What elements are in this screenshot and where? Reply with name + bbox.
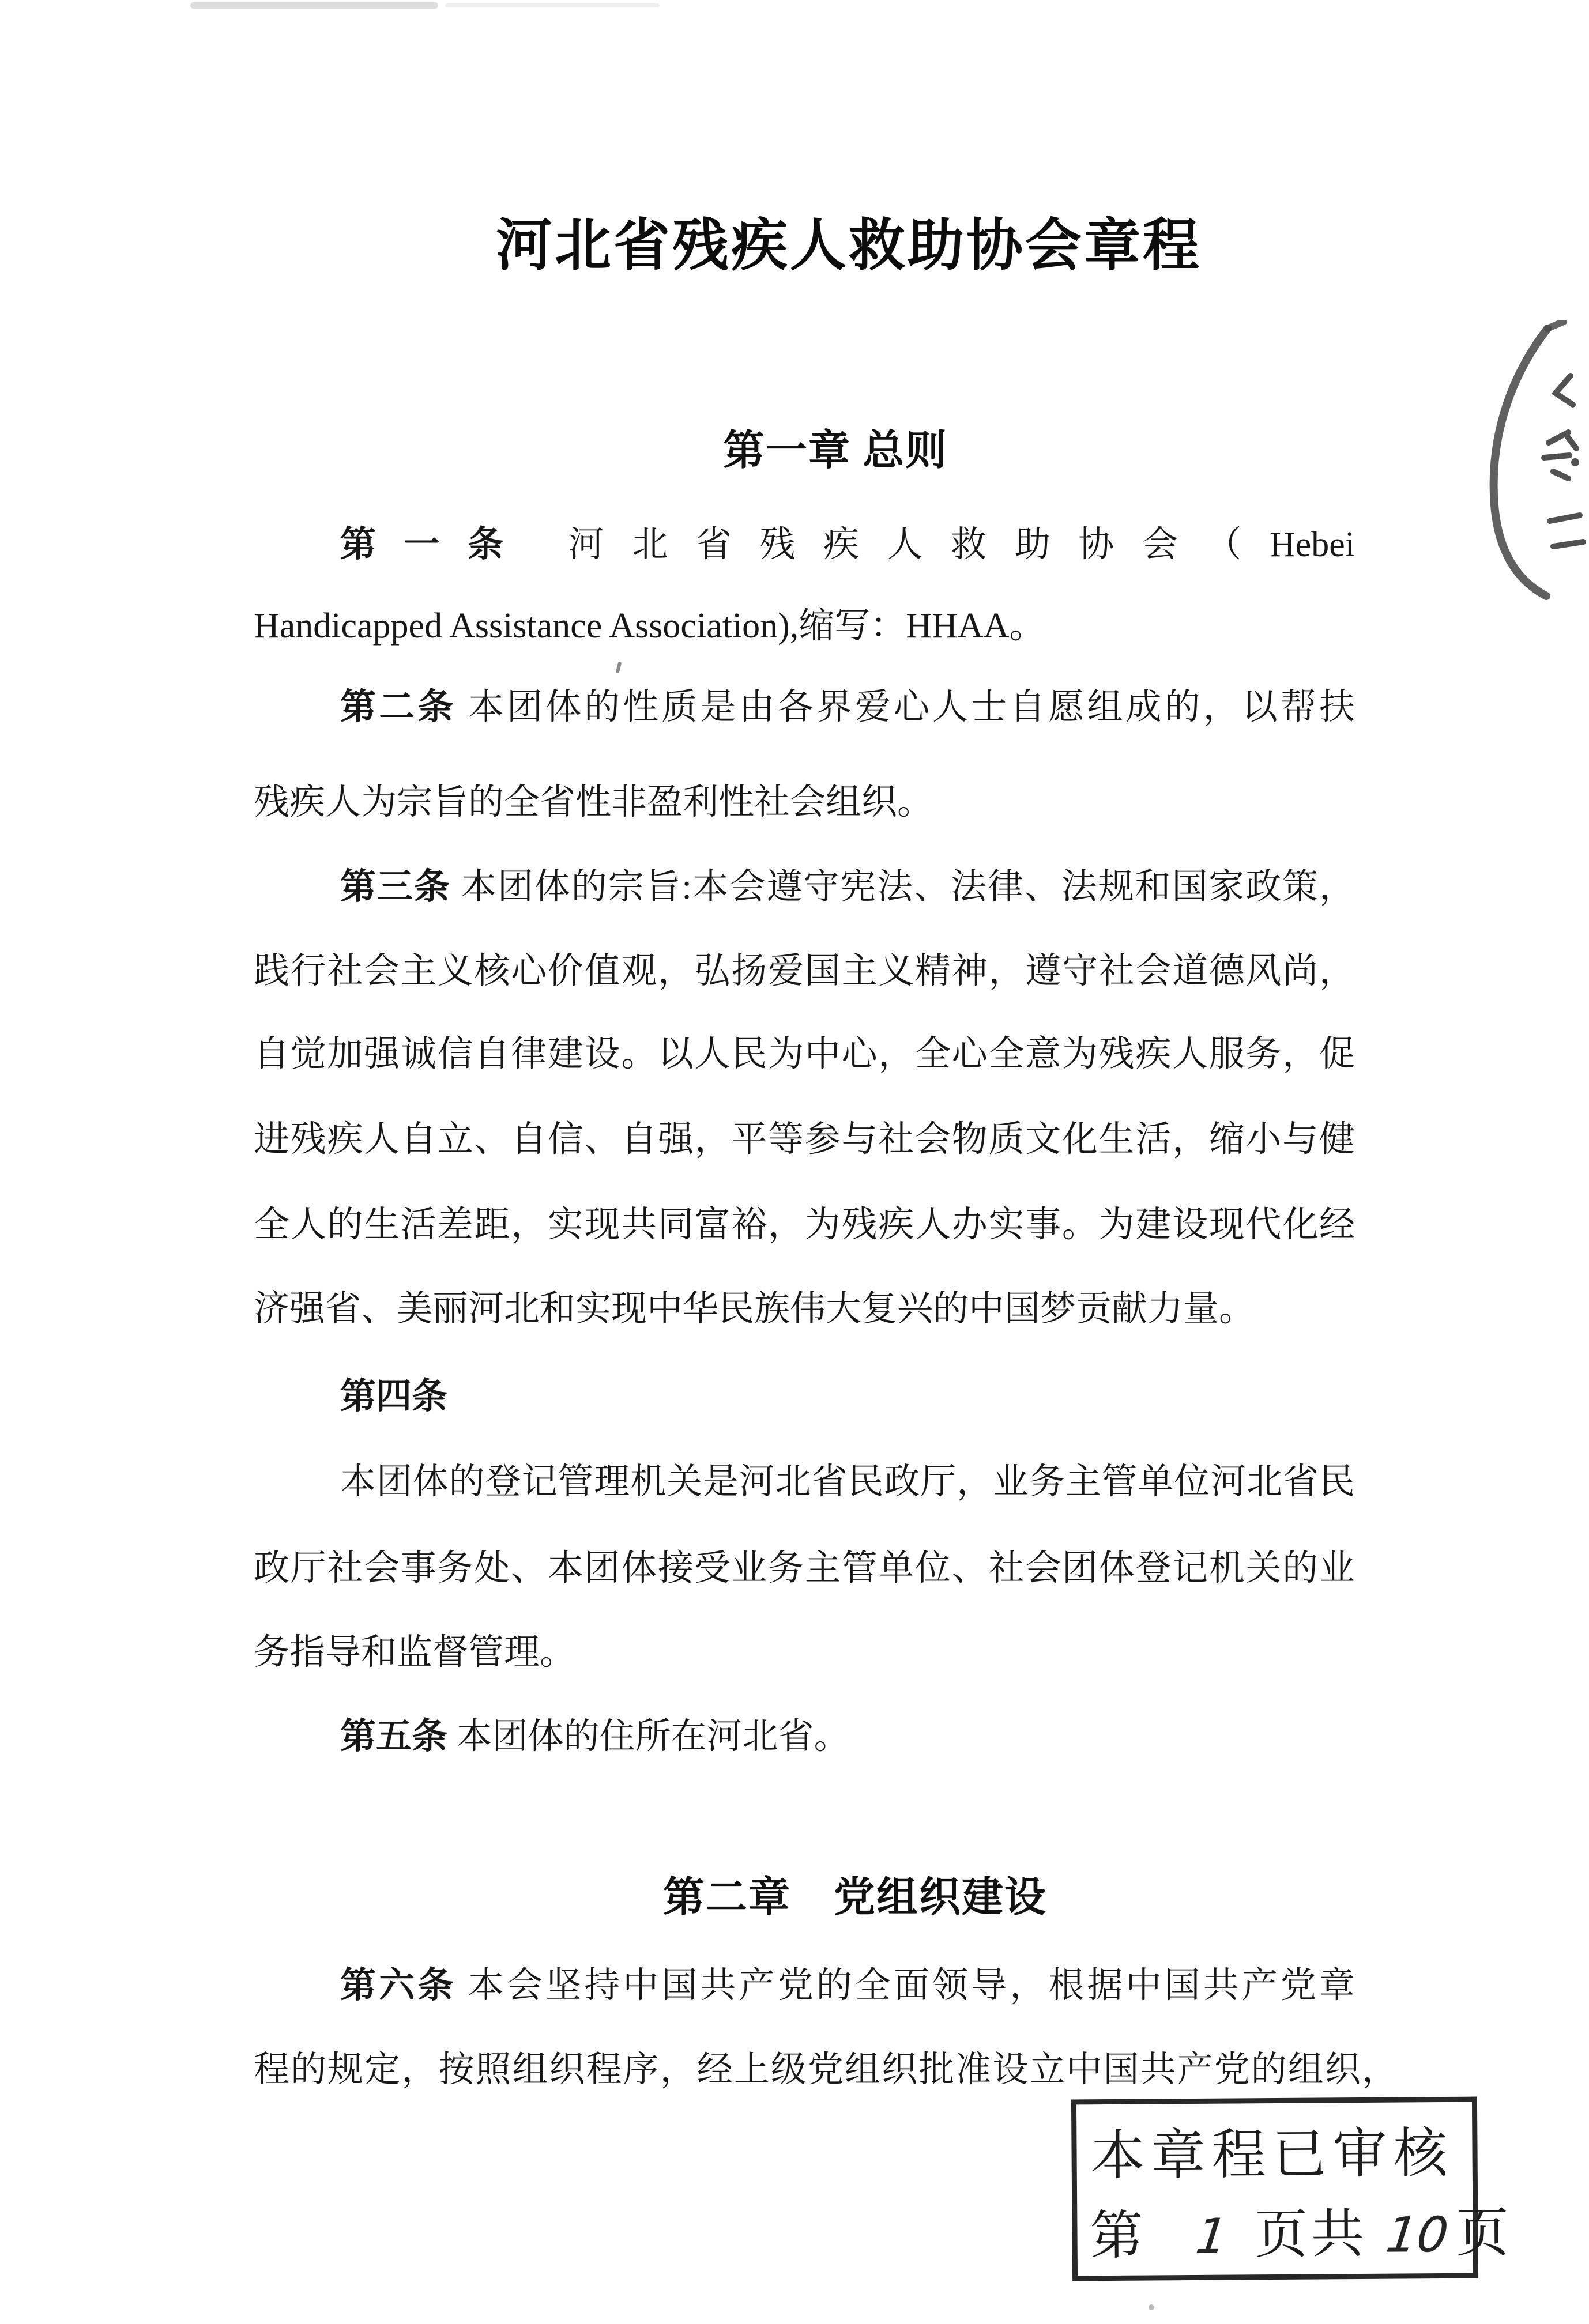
- charter-line: [254, 605, 1355, 647]
- stamp-page-suffix: 页: [1455, 2204, 1509, 2263]
- scan-speck: [616, 662, 622, 674]
- stamp-page-line: [1090, 2204, 1509, 2268]
- charter-line: [254, 1631, 1355, 1674]
- review-stamp: [1071, 2097, 1509, 2281]
- charter-line: [254, 2048, 1398, 2091]
- line-text: 务指导和监督管理。: [254, 1633, 576, 1672]
- charter-line: [340, 1715, 1355, 1758]
- charter-line: [340, 1375, 1355, 1418]
- partial-round-seal-icon: [1479, 320, 1589, 603]
- document-title: 河北省残疾人救助协会章程: [496, 215, 1202, 277]
- stamp-reviewed-text: 本章程已审核: [1090, 2123, 1454, 2187]
- line-text: 残疾人为宗旨的全省性非盈利性社会组织。: [254, 783, 933, 822]
- line-text: 河北省残疾人救助协会（Hebei: [568, 525, 1355, 564]
- charter-line: [340, 1964, 1355, 2007]
- charter-line: [254, 1118, 1355, 1161]
- stamp-page-prefix: 第: [1090, 2206, 1143, 2266]
- chapter-1-heading: 第一章 总则: [723, 428, 948, 474]
- charter-line: [340, 686, 1355, 729]
- scan-smudge: [445, 3, 660, 7]
- charter-line: [340, 866, 1355, 908]
- line-text: 全人的生活差距，实现共同富裕，为残疾人办实事。为建设现代化经: [254, 1205, 1355, 1244]
- stamp-page-mid1: 页: [1254, 2205, 1308, 2265]
- line-text: 本团体的性质是由各界爱心人士自愿组成的，以帮扶: [468, 688, 1355, 727]
- line-text: 本团体的宗旨:本会遵守宪法、法律、法规和国家政策，: [461, 867, 1355, 907]
- line-text: 程的规定，按照组织程序，经上级党组织批准设立中国共产党的组织，: [254, 2050, 1398, 2089]
- article-label: 第六条: [340, 1966, 457, 2005]
- stamp-total-pages: 10: [1383, 2206, 1451, 2263]
- article-label: 第二条: [340, 688, 457, 727]
- article-label: 第一条: [340, 525, 532, 564]
- line-text: 自觉加强诚信自律建设。以人民为中心，全心全意为残疾人服务，促: [254, 1035, 1355, 1074]
- article-label: 第五条: [340, 1717, 448, 1756]
- chapter-2-heading: 第二章 党组织建设: [663, 1874, 1048, 1921]
- article-label: 第四条: [340, 1377, 448, 1416]
- charter-line: [340, 523, 1355, 566]
- line-text: 本团体的登记管理机关是河北省民政厅，业务主管单位河北省民: [340, 1462, 1355, 1501]
- charter-line: [254, 1204, 1355, 1246]
- line-text: 本会坚持中国共产党的全面领导，根据中国共产党章: [468, 1966, 1355, 2005]
- stamp-page-mid2: 共: [1311, 2204, 1365, 2264]
- stamp-page-number: 1: [1192, 2208, 1230, 2265]
- scan-smudge: [190, 2, 438, 9]
- charter-line: [254, 1033, 1355, 1076]
- charter-line: [340, 1461, 1355, 1503]
- line-text: 践行社会主义核心价值观，弘扬爱国主义精神，遵守社会道德风尚，: [254, 952, 1355, 991]
- charter-line: [254, 1547, 1355, 1590]
- article-label: 第三条: [340, 867, 451, 907]
- charter-line: [254, 781, 1355, 824]
- line-text: 济强省、美丽河北和实现中华民族伟大复兴的中国梦贡献力量。: [254, 1289, 1255, 1329]
- line-text: 进残疾人自立、自信、自强，平等参与社会物质文化生活，缩小与健: [254, 1120, 1355, 1159]
- line-text: Handicapped Assistance Association),缩写：HHAA。: [254, 606, 1045, 646]
- charter-line: [254, 950, 1355, 993]
- line-text: 政厅社会事务处、本团体接受业务主管单位、社会团体登记机关的业: [254, 1549, 1355, 1588]
- scan-speck: [1149, 2304, 1154, 2310]
- charter-line: [254, 1288, 1355, 1330]
- line-text: 本团体的住所在河北省。: [456, 1717, 850, 1756]
